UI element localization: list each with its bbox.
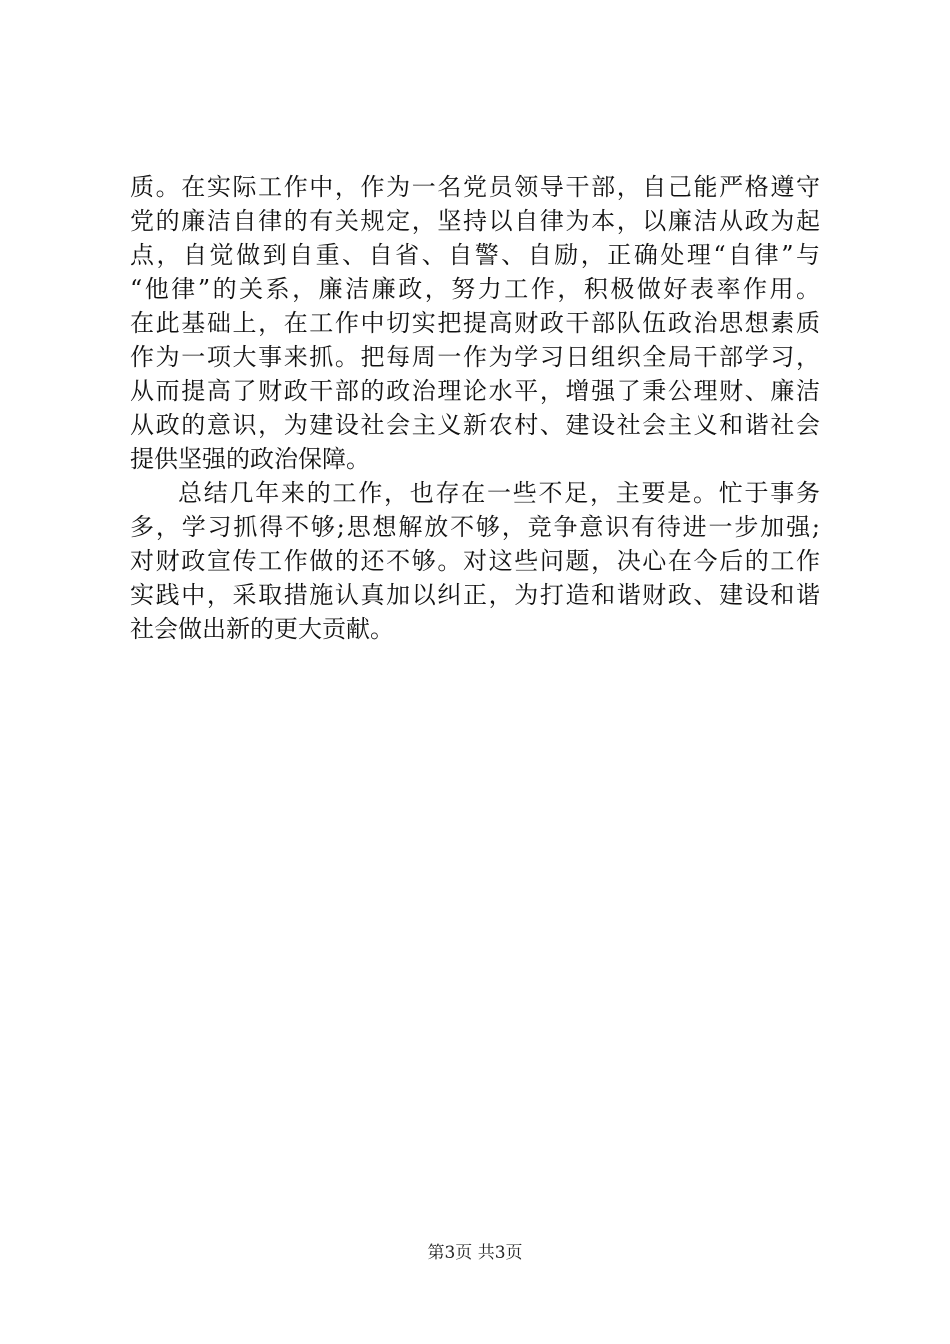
text-line: 多，学习抓得不够;思想解放不够，竞争意识有待进一步加强; (130, 513, 820, 541)
document-body (130, 170, 820, 646)
paragraph-1 (130, 170, 820, 476)
text-line: 对财政宣传工作做的还不够。对这些问题，决心在今后的工作 (130, 547, 820, 575)
text-line: 党的廉洁自律的有关规定，坚持以自律为本，以廉洁从政为起 (130, 207, 820, 235)
text-line: 在此基础上，在工作中切实把提高财政干部队伍政治思想素质 (130, 309, 820, 337)
text-line: “他律”的关系，廉洁廉政，努力工作，积极做好表率作用。 (130, 275, 820, 303)
text-line: 从政的意识，为建设社会主义新农村、建设社会主义和谐社会 (130, 411, 820, 439)
text-line: 提供坚强的政治保障。 (130, 445, 370, 473)
text-line: 总结几年来的工作，也存在一些不足，主要是。忙于事务 (178, 479, 820, 507)
paragraph-2 (130, 476, 820, 646)
text-line: 从而提高了财政干部的政治理论水平，增强了秉公理财、廉洁 (130, 377, 820, 405)
text-line: 实践中，采取措施认真加以纠正，为打造和谐财政、建设和谐 (130, 581, 820, 609)
page-number-footer: 第3页 共3页 (427, 1243, 523, 1263)
text-line: 作为一项大事来抓。把每周一作为学习日组织全局干部学习， (130, 343, 820, 371)
text-line: 社会做出新的更大贡献。 (130, 615, 394, 643)
text-line: 质。在实际工作中，作为一名党员领导干部，自己能严格遵守 (130, 173, 820, 201)
text-line: 点，自觉做到自重、自省、自警、自励，正确处理“自律”与 (130, 241, 820, 269)
